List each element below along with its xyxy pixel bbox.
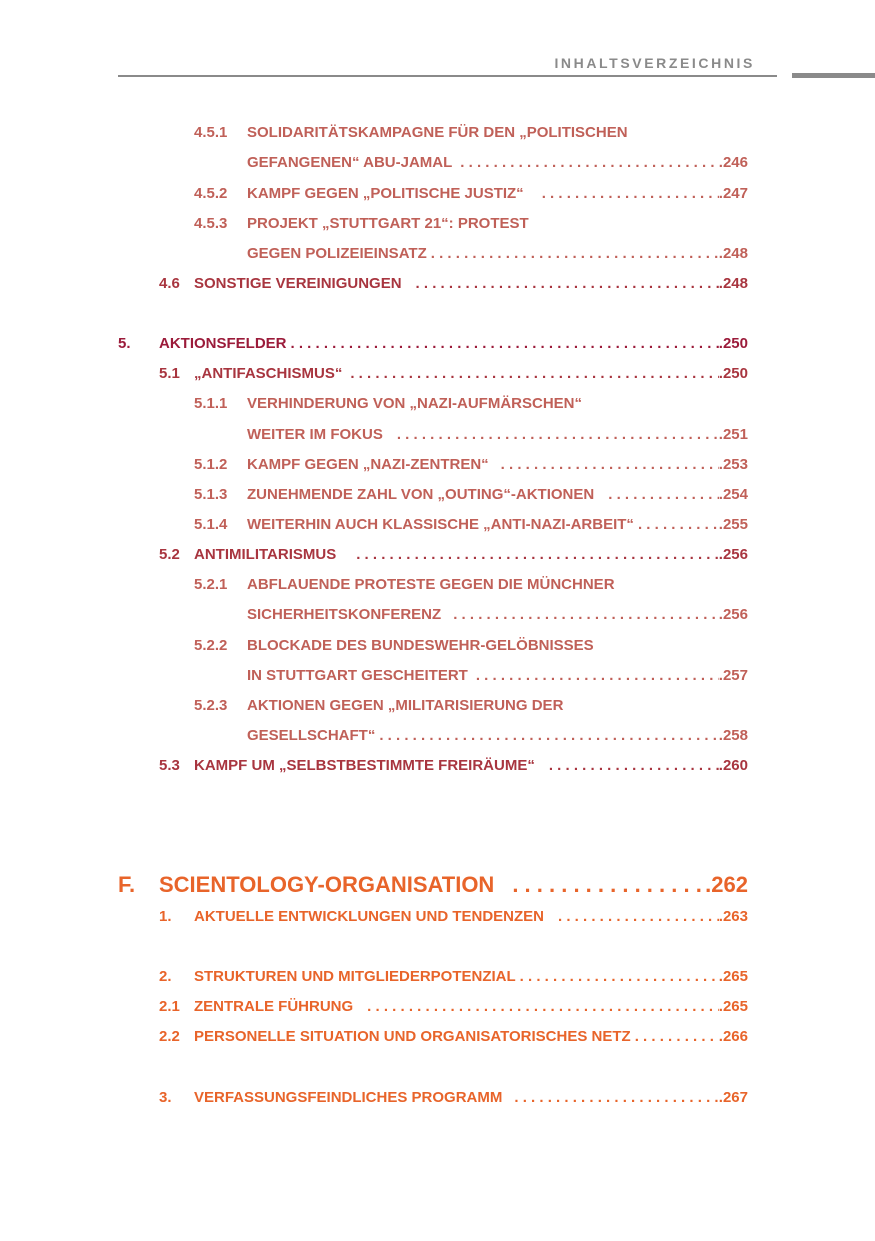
toc-entry-title: VERHINDERUNG VON „NAZI-AUFMÄRSCHEN“ — [247, 395, 583, 412]
toc-entry-number: 5.3 — [159, 757, 180, 774]
toc-page-number: .246 — [718, 154, 748, 171]
toc-entry-title: AKTIONSFELDER — [159, 335, 287, 352]
toc-entry-5-1-4[interactable] — [194, 516, 748, 534]
toc-entry-number: 4.5.3 — [194, 215, 228, 232]
toc-leader-dots — [291, 335, 719, 353]
toc-entry-title: KAMPF UM „SELBSTBESTIMMTE FREIRÄUME“ — [194, 757, 535, 774]
toc-leader-dots — [635, 1028, 719, 1046]
toc-page-number: .248 — [718, 275, 748, 292]
toc-entry-5-2-1[interactable] — [194, 576, 748, 594]
toc-leader-dots — [520, 968, 719, 986]
toc-entry-5-2-3[interactable] — [194, 697, 748, 715]
toc-entry-title: SCIENTOLOGY-ORGANISATION — [159, 872, 495, 897]
toc-page-number: .267 — [718, 1089, 748, 1106]
toc-entry-title: WEITERHIN AUCH KLASSISCHE „ANTI-NAZI-ARBEIT“ — [247, 516, 634, 533]
toc-page-number: .250 — [718, 335, 748, 352]
toc-entry-title: IN STUTTGART GESCHEITERT — [247, 667, 468, 684]
toc-entry-number: 2. — [159, 968, 172, 985]
toc-entry-number: 5.2.1 — [194, 576, 228, 593]
toc-entry-number: 5.1 — [159, 365, 180, 382]
toc-leader-dots — [460, 154, 719, 172]
toc-entry-4-5-2[interactable] — [194, 185, 748, 203]
toc-entry-4-5-1[interactable] — [194, 124, 748, 142]
toc-entry-4-5-3-cont[interactable] — [247, 245, 748, 263]
toc-page-number: .254 — [718, 486, 748, 503]
toc-entry-title: ANTIMILITARISMUS — [194, 546, 337, 563]
toc-entry-number: 5. — [118, 335, 131, 352]
toc-leader-dots — [476, 667, 719, 685]
toc-entry-title: GEFANGENEN“ ABU-JAMAL — [247, 154, 453, 171]
toc-entry-number: 4.6 — [159, 275, 180, 292]
toc-leader-dots — [397, 426, 719, 444]
toc-entry-title: ZENTRALE FÜHRUNG — [194, 998, 354, 1015]
toc-page-number: .266 — [718, 1028, 748, 1045]
toc-leader-dots — [512, 872, 705, 898]
toc-entry-f-1[interactable] — [159, 908, 748, 926]
toc-entry-5-1-3[interactable] — [194, 486, 748, 504]
toc-page-number: .253 — [718, 456, 748, 473]
toc-leader-dots — [416, 275, 719, 293]
toc-entry-5-2-2[interactable] — [194, 637, 748, 655]
toc-page-number: .251 — [718, 426, 748, 443]
toc-page-number: .265 — [718, 998, 748, 1015]
toc-entry-5-1[interactable] — [159, 365, 748, 383]
toc-entry-number: 5.2 — [159, 546, 180, 563]
toc-chapter-5[interactable] — [118, 335, 748, 353]
toc-page-number: .250 — [718, 365, 748, 382]
toc-entry-number: 4.5.2 — [194, 185, 228, 202]
toc-page-number: .256 — [718, 606, 748, 623]
toc-entry-title: KAMPF GEGEN „POLITISCHE JUSTIZ“ — [247, 185, 524, 202]
toc-page-number: .255 — [718, 516, 748, 533]
toc-entry-number: 5.1.2 — [194, 456, 228, 473]
toc-entry-f-3[interactable] — [159, 1089, 748, 1107]
toc-leader-dots — [501, 456, 719, 474]
toc-entry-number: 2.2 — [159, 1028, 180, 1045]
toc-entry-title: AKTUELLE ENTWICKLUNGEN UND TENDENZEN — [194, 908, 544, 925]
toc-entry-4-5-3[interactable] — [194, 215, 748, 233]
toc-leader-dots — [638, 516, 719, 534]
toc-leader-dots — [514, 1089, 718, 1107]
toc-page-number: .262 — [705, 872, 748, 897]
toc-entry-f-2[interactable] — [159, 968, 748, 986]
toc-entry-f-2-2[interactable] — [159, 1028, 748, 1046]
toc-entry-title: „ANTIFASCHISMUS“ — [194, 365, 343, 382]
toc-leader-dots — [558, 908, 719, 926]
toc-entry-f-2-1[interactable] — [159, 998, 748, 1016]
toc-entry-title: BLOCKADE DES BUNDESWEHR-GELÖBNISSES — [247, 637, 594, 654]
toc-entry-title: SOLIDARITÄTSKAMPAGNE FÜR DEN „POLITISCHEN — [247, 124, 628, 141]
toc-leader-dots — [608, 486, 719, 504]
toc-leader-dots — [350, 365, 718, 383]
toc-entry-title: AKTIONEN GEGEN „MILITARISIERUNG DER — [247, 697, 564, 714]
toc-leader-dots — [356, 546, 719, 564]
toc-entry-title: STRUKTUREN UND MITGLIEDERPOTENZIAL — [194, 968, 516, 985]
toc-entry-number: 3. — [159, 1089, 172, 1106]
toc-entry-5-2-3-cont[interactable] — [247, 727, 748, 745]
toc-entry-5-1-2[interactable] — [194, 456, 748, 474]
toc-entry-title: ABFLAUENDE PROTESTE GEGEN DIE MÜNCHNER — [247, 576, 615, 593]
toc-entry-number: 5.2.2 — [194, 637, 228, 654]
toc-page-number: .248 — [718, 245, 748, 262]
toc-leader-dots — [453, 606, 719, 624]
toc-entry-title: SICHERHEITSKONFERENZ — [247, 606, 442, 623]
toc-entry-5-1-1-cont[interactable] — [247, 426, 748, 444]
toc-entry-title: ZUNEHMENDE ZAHL VON „OUTING“-AKTIONEN — [247, 486, 595, 503]
toc-entry-title: GESELLSCHAFT“ — [247, 727, 376, 744]
toc-entry-number: 1. — [159, 908, 172, 925]
toc-entry-4-6[interactable] — [159, 275, 748, 293]
toc-leader-dots — [431, 245, 719, 263]
toc-entry-title: GEGEN POLIZEIEINSATZ — [247, 245, 427, 262]
toc-entry-number: 5.1.3 — [194, 486, 228, 503]
toc-page-number: .247 — [718, 185, 748, 202]
toc-entry-title: KAMPF GEGEN „NAZI-ZENTREN“ — [247, 456, 489, 473]
toc-entry-title: VERFASSUNGSFEINDLICHES PROGRAMM — [194, 1089, 503, 1106]
toc-leader-dots — [367, 998, 719, 1016]
toc-entry-5-2-1-cont[interactable] — [247, 606, 748, 624]
toc-leader-dots — [542, 185, 719, 203]
toc-entry-title: PROJEKT „STUTTGART 21“: PROTEST — [247, 215, 529, 232]
toc-entry-number: F. — [118, 872, 136, 897]
toc-page-number: .265 — [718, 968, 748, 985]
toc-page-number: .256 — [718, 546, 748, 563]
toc-page-number: .263 — [718, 908, 748, 925]
toc-entry-title: PERSONELLE SITUATION UND ORGANISATORISCHES NETZ — [194, 1028, 631, 1045]
toc-entry-number: 5.1.1 — [194, 395, 228, 412]
toc-entry-number: 5.2.3 — [194, 697, 228, 714]
toc-entry-5-2[interactable] — [159, 546, 748, 564]
toc-entry-title: WEITER IM FOKUS — [247, 426, 383, 443]
toc-entry-5-2-2-cont[interactable] — [247, 667, 748, 685]
toc-entry-4-5-1-cont[interactable] — [247, 154, 748, 172]
toc-entry-number: 5.1.4 — [194, 516, 228, 533]
toc-entry-number: 2.1 — [159, 998, 180, 1015]
toc-page-number: .257 — [718, 667, 748, 684]
toc-part-f[interactable] — [118, 872, 748, 898]
toc-entry-title: SONSTIGE VEREINIGUNGEN — [194, 275, 402, 292]
toc-entry-5-1-1[interactable] — [194, 395, 748, 413]
toc-page-number: .258 — [718, 727, 748, 744]
toc-leader-dots — [379, 727, 718, 745]
toc-entry-5-3[interactable] — [159, 757, 748, 775]
header-title: INHALTSVERZEICHNIS — [554, 55, 755, 71]
toc-entry-number: 4.5.1 — [194, 124, 228, 141]
toc-leader-dots — [549, 757, 719, 775]
toc-page-number: .260 — [718, 757, 748, 774]
